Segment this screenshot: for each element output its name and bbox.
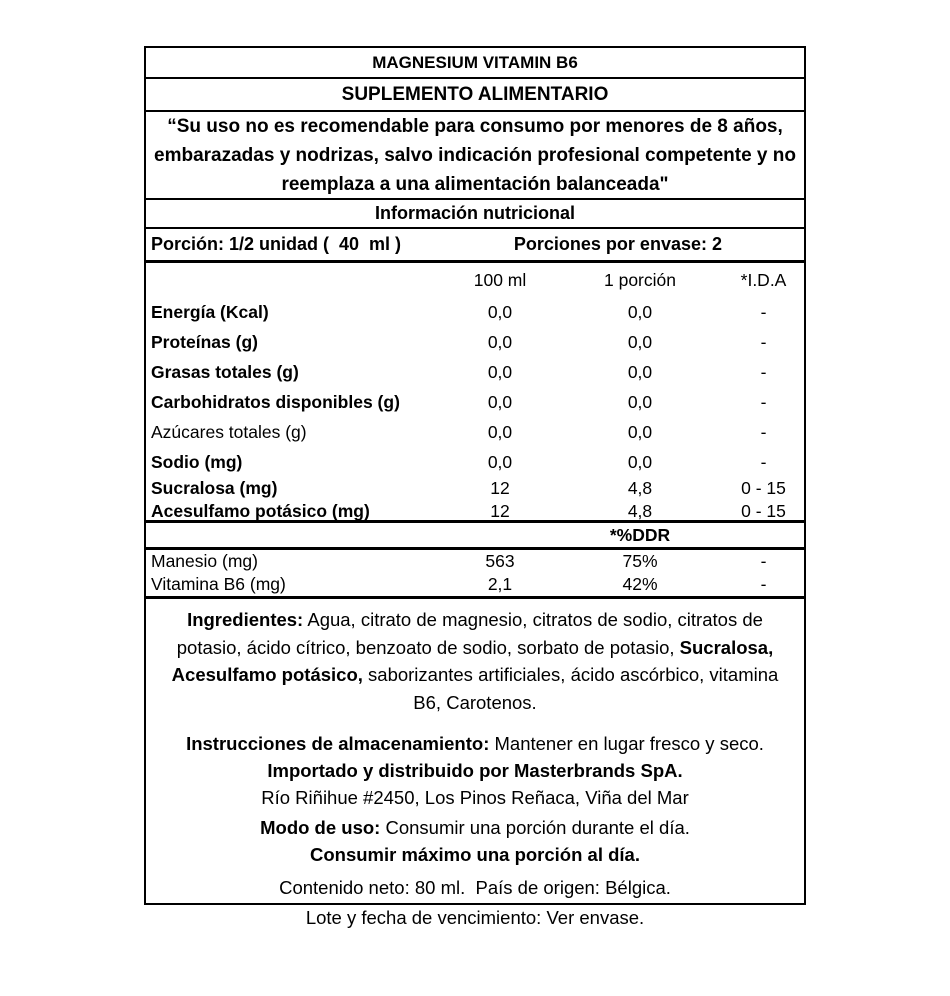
value-ida: - [760,551,767,571]
ddr-rows [146,550,804,599]
value-per-portion: 0,0 [627,391,653,412]
value-per-portion: 0,0 [627,361,653,382]
nutrient-row [146,297,804,327]
usage-label: Modo de uso: [260,817,381,838]
lot-expiry-line: Lote y fecha de vencimiento: Ver envase. [305,907,645,928]
nutrient-row [146,387,804,417]
address-line: Río Riñihue #2450, Los Pinos Reñaca, Viña del Mar [261,787,689,808]
footer-info [146,720,804,931]
net-content-line: Contenido neto: 80 ml. País de origen: Bélgica. [279,877,671,898]
nutrient-label: Proteínas (g) [151,331,258,352]
nutrient-row [146,573,804,596]
column-header-portion: 1 porción [604,269,676,290]
ingredients-bold-sweeteners: Sucralosa, Acesulfamo potásico, [171,636,774,685]
value-per-100ml: 0,0 [487,301,513,322]
product-title: MAGNESIUM VITAMIN B6 [146,48,804,79]
nutrient-row [146,550,804,573]
value-ida: - [760,574,767,594]
usage-line [146,814,804,841]
value-per-portion: 0,0 [627,451,653,472]
value-per-100ml: 2,1 [487,574,513,594]
value-per-100ml: 12 [490,478,510,498]
value-ida: - [760,331,767,352]
value-per-portion: 4,8 [627,478,653,498]
ingredients-paragraph [146,599,804,720]
warning-text: “Su uso no es recomendable para consumo por menores de 8 años, embarazadas y nodrizas, salvo indicación profesional competente y no reemplaza a una alimentación balanceada" [146,112,804,200]
value-ida: 0 - 15 [741,501,786,521]
value-ida: 0 - 15 [741,478,786,498]
value-per-100ml: 563 [485,551,515,571]
nutrition-table [146,263,804,523]
value-per-100ml: 0,0 [487,361,513,382]
ingredients-label: Ingredientes: [187,609,304,630]
value-ida: - [760,451,767,472]
nutrition-section-title: Información nutricional [146,200,804,229]
storage-instructions-text: Mantener en lugar fresco y seco. [489,733,764,754]
nutrient-rows [146,297,804,523]
nutrient-label: Sodio (mg) [151,451,243,472]
nutrient-row [146,447,804,477]
value-per-portion: 4,8 [627,501,653,521]
ddr-header-row [146,523,804,550]
value-per-portion: 0,0 [627,421,653,442]
column-header-100ml: 100 ml [473,269,527,290]
nutrient-row [146,417,804,447]
value-per-portion: 75% [622,551,658,571]
value-per-portion: 42% [622,574,658,594]
value-per-100ml: 12 [490,501,510,521]
nutrient-label: Acesulfamo potásico (mg) [151,501,370,521]
value-per-portion: 0,0 [627,301,653,322]
nutrient-label: Carbohidratos disponibles (g) [151,391,400,412]
servings-per-container: Porciones por envase: 2 [513,234,722,254]
value-per-100ml: 0,0 [487,331,513,352]
max-usage-line: Consumir máximo una porción al día. [310,844,640,865]
nutrient-row [146,357,804,387]
value-per-100ml: 0,0 [487,421,513,442]
ddr-header: *%DDR [609,524,671,545]
nutrient-row [146,327,804,357]
nutrient-row [146,500,804,523]
storage-instructions-label: Instrucciones de almacenamiento: [186,733,490,754]
nutrient-label: Energía (Kcal) [151,301,269,322]
value-ida: - [760,391,767,412]
nutrient-label: Sucralosa (mg) [151,478,278,498]
portion-size: Porción: 1/2 unidad ( 40 ml ) [151,234,402,254]
serving-info-row [146,229,804,263]
nutrient-label: Grasas totales (g) [151,361,299,382]
nutrient-label: Azúcares totales (g) [151,421,307,442]
value-ida: - [760,361,767,382]
nutrition-table-header [146,263,804,297]
supplement-nutrition-label [144,46,806,928]
nutrient-label: Vitamina B6 (mg) [151,574,286,594]
value-per-100ml: 0,0 [487,391,513,412]
nutrient-row [146,477,804,500]
ingredients-text-2: saborizantes artificiales, ácido ascórbico, vitamina B6, Carotenos. [362,664,779,713]
column-header-ida: *I.D.A [740,269,787,290]
value-per-portion: 0,0 [627,331,653,352]
usage-text: Consumir una porción durante el día. [380,817,690,838]
storage-instructions-line [146,730,804,757]
value-per-100ml: 0,0 [487,451,513,472]
ingredients-text-1: Agua, citrato de magnesio, citratos de sodio, citratos de potasio, ácido cítrico, benzoato de sodio, sorbato de potasio, [176,609,763,658]
value-ida: - [760,421,767,442]
nutrient-label: Manesio (mg) [151,551,258,571]
importer-line: Importado y distribuido por Masterbrands SpA. [267,760,683,781]
product-subtitle: SUPLEMENTO ALIMENTARIO [146,79,804,112]
value-ida: - [760,301,767,322]
